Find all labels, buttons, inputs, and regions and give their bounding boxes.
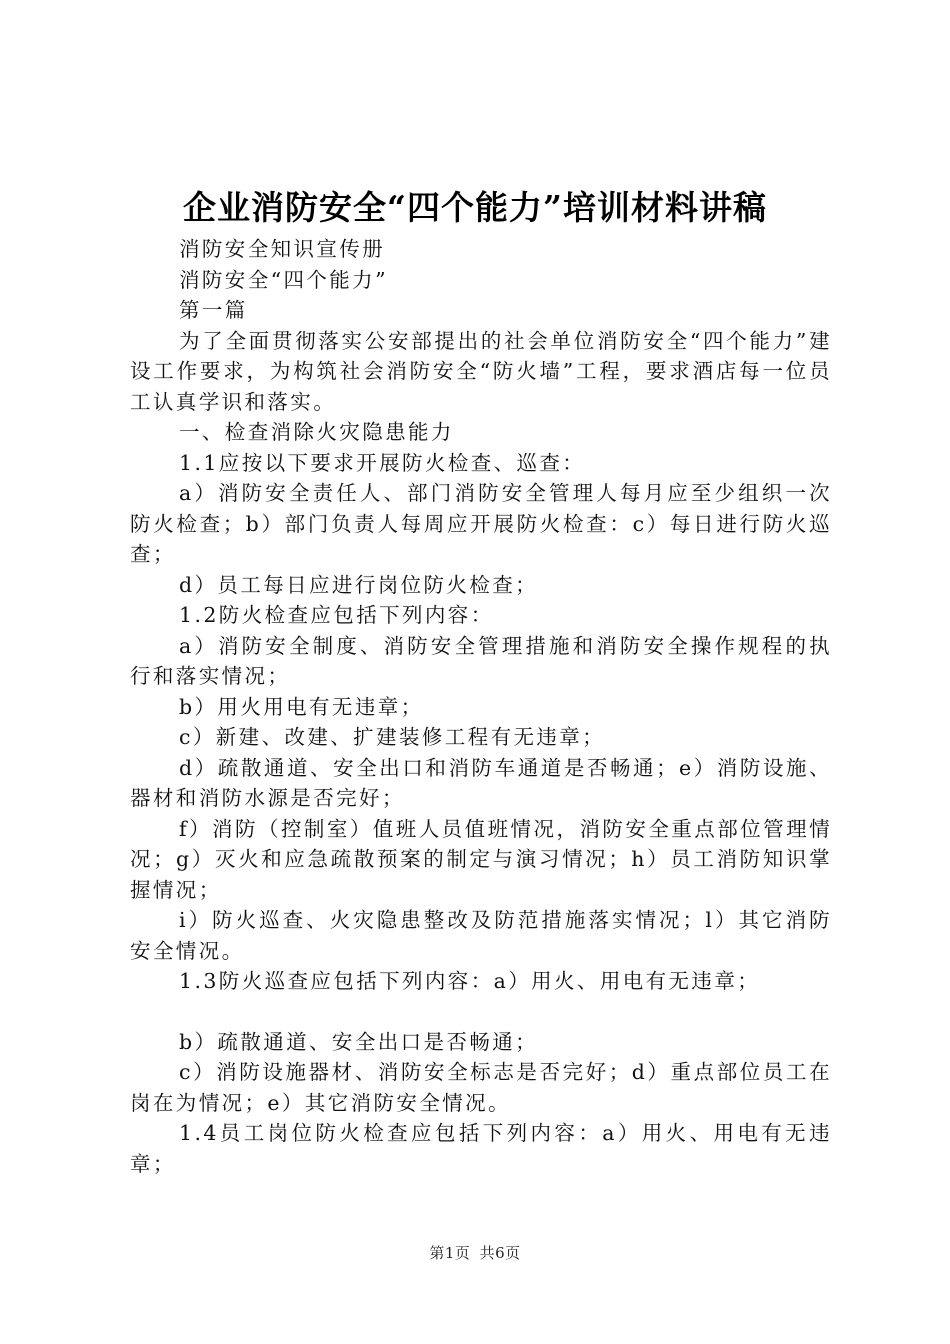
paragraph: 为了全面贯彻落实公安部提出的社会单位消防安全“四个能力”建设工作要求，为构筑社会消防安全“防火墙”工程，要求酒店每一位员工认真学识和落实。: [130, 328, 832, 414]
page-number: 第1页: [429, 1244, 471, 1262]
section-heading: 一、检查消除火灾隐患能力: [179, 420, 454, 444]
paragraph: c）消防设施器材、消防安全标志是否完好；d）重点部位员工在岗在为情况；e）其它消防安全情况。: [130, 1060, 832, 1115]
paragraph: 1.1应按以下要求开展防火检查、巡查：: [179, 450, 586, 475]
paragraph: c）新建、改建、扩建装修工程有无违章；: [179, 725, 606, 749]
paragraph: d）员工每日应进行岗位防火检查；: [179, 572, 539, 597]
paragraph: i）防火巡查、火灾隐患整改及防范措施落实情况；l）其它消防安全情况。: [130, 908, 832, 963]
document-title: 企业消防安全“四个能力”培训材料讲稿: [183, 188, 767, 227]
blank-line: [130, 997, 832, 1027]
paragraph: f）消防（控制室）值班人员值班情况，消防安全重点部位管理情况；g）灭火和应急疏散预案的制定与演习情况；h）员工消防知识掌握情况；: [130, 816, 832, 902]
page-footer: [0, 1243, 950, 1263]
paragraph: 1.3防火巡查应包括下列内容：a）用火、用电有无违章；: [179, 969, 761, 993]
paragraph: 消防安全知识宣传册: [179, 237, 386, 261]
document-body: [130, 234, 832, 1179]
paragraph: a）消防安全责任人、部门消防安全管理人每月应至少组织一次防火检查；b）部门负责人每周应开展防火检查：c）每日进行防火巡查；: [130, 481, 832, 566]
paragraph: d）疏散通道、安全出口和消防车通道是否畅通；e）消防设施、器材和消防水源是否完好；: [130, 755, 832, 810]
paragraph: b）用火用电有无违章；: [179, 694, 424, 719]
paragraph: 1.2防火检查应包括下列内容：: [179, 603, 494, 627]
paragraph: 1.4员工岗位防火检查应包括下列内容：a）用火、用电有无违章；: [130, 1121, 832, 1176]
page-total: 共6页: [479, 1244, 521, 1262]
paragraph: a）消防安全制度、消防安全管理措施和消防安全操作规程的执行和落实情况；: [130, 633, 832, 688]
paragraph: b）疏散通道、安全出口是否畅通；: [179, 1029, 539, 1054]
paragraph: 第一篇: [179, 298, 248, 322]
paragraph: 消防安全“四个能力”: [179, 267, 388, 292]
